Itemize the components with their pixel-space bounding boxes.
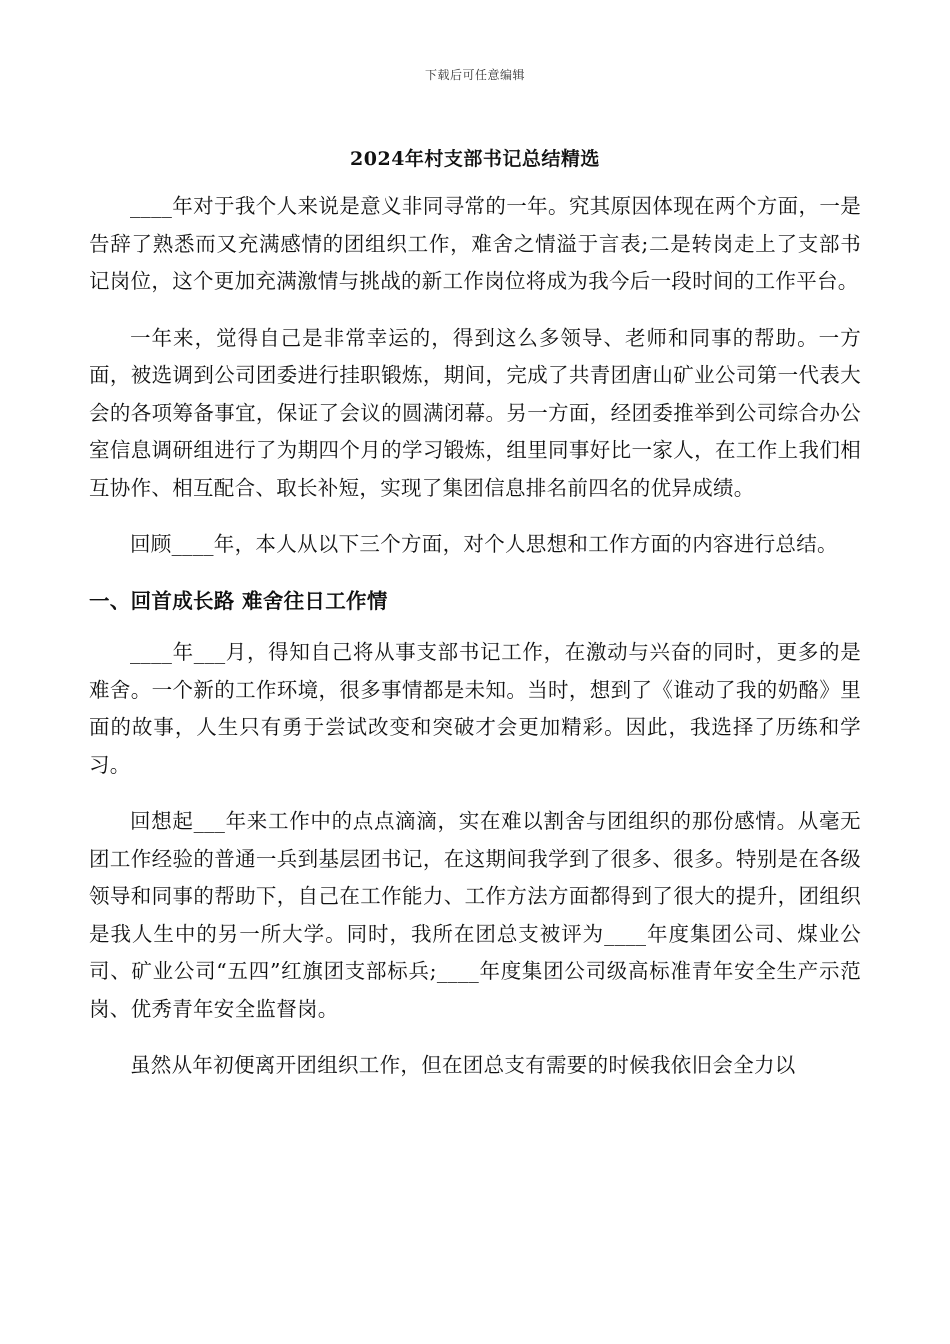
header-note: 下载后可任意编辑 — [424, 68, 525, 82]
paragraph-new-role: ____年___月，得知自己将从事支部书记工作，在激动与兴奋的同时，更多的是难舍。一个新的工作环境，很多事情都是未知。当时，想到了《谁动了我的奶酪》里面的故事，人生只有勇于尝试改变和突破才会更加精彩。因此，我选择了历练和学习。 — [89, 640, 861, 777]
document-title: 2024年村支部书记总结精选 — [350, 148, 600, 170]
document-body — [89, 188, 861, 1104]
paragraph-continued-support: 虽然从年初便离开团组织工作，但在团总支有需要的时候我依旧会全力以 — [130, 1053, 796, 1077]
section-heading-1: 一、回首成长路 难舍往日工作情 — [89, 588, 388, 613]
paragraph-intro: ____年对于我个人来说是意义非同寻常的一年。究其原因体现在两个方面，一是告辞了熟悉而又充满感情的团组织工作，难舍之情溢于言表;二是转岗走上了支部书记岗位，这个更加充满激情与挑战的新工作岗位将成为我今后一段时间的工作平台。 — [89, 194, 861, 293]
paragraph-summary-outline: 回顾____年，本人从以下三个方面，对个人思想和工作方面的内容进行总结。 — [130, 532, 838, 556]
paragraph-year-review: 一年来，觉得自己是非常幸运的，得到这么多领导、老师和同事的帮助。一方面，被选调到公司团委进行挂职锻炼，期间，完成了共青团唐山矿业公司第一代表大会的各项筹备事宜，保证了会议的圆满闭幕。另一方面，经团委推举到公司综合办公室信息调研组进行了为期四个月的学习锻炼，组里同事好比一家人，在工作上我们相互协作、相互配合、取长补短，实现了集团信息排名前四名的优异成绩。 — [89, 325, 861, 500]
paragraph-reflection: 回想起___年来工作中的点点滴滴，实在难以割舍与团组织的那份感情。从毫无团工作经验的普通一兵到基层团书记，在这期间我学到了很多、很多。特别是在各级领导和同事的帮助下，自己在工作能力、工作方法方面都得到了很大的提升，团组织是我人生中的另一所大学。同时，我所在团总支被评为____年度集团公司、煤业公司、矿业公司“五四”红旗团支部标兵;____年度集团公司级高标准青年安全生产示范岗、优秀青年安全监督岗。 — [89, 809, 861, 1021]
